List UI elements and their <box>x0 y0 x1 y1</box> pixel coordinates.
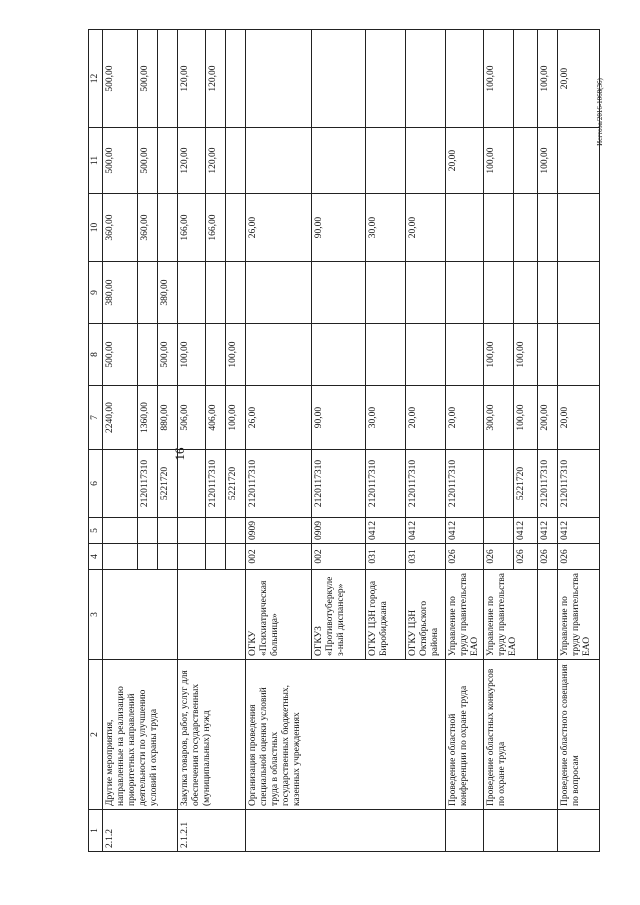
amount-year-8 <box>366 324 406 386</box>
rz-code: 0909 <box>312 518 366 544</box>
grbs-code <box>103 544 138 570</box>
amount-year-8: 500,00 <box>103 324 138 386</box>
executor: ОГКУ «Психиатрическая больница» <box>246 570 312 660</box>
rz-code <box>484 518 514 544</box>
amount-year-10 <box>158 194 178 262</box>
grbs-code: 031 <box>406 544 446 570</box>
grbs-code: 026 <box>484 544 514 570</box>
amount-year-10 <box>226 194 246 262</box>
amount-year-10: 166,00 <box>206 194 226 262</box>
amount-year-11 <box>366 128 406 194</box>
grbs-code: 026 <box>446 544 484 570</box>
amount-year-12 <box>246 30 312 128</box>
rz-code: 0909 <box>246 518 312 544</box>
header-cell: 5 <box>89 518 103 544</box>
rz-code: 0412 <box>366 518 406 544</box>
amount-year-9: 380,00 <box>158 262 178 324</box>
amount-total: 20,00 <box>558 386 600 450</box>
table-row <box>178 30 206 852</box>
rz-code <box>138 518 158 544</box>
header-cell: 7 <box>89 386 103 450</box>
amount-total: 90,00 <box>312 386 366 450</box>
header-cell: 8 <box>89 324 103 386</box>
executor: Управление по труду правительства ЕАО <box>484 570 538 660</box>
amount-year-12: 120,00 <box>178 30 206 128</box>
amount-year-9 <box>538 262 558 324</box>
grbs-code: 031 <box>366 544 406 570</box>
kcsr-code: 2120117310 <box>206 450 226 518</box>
kcsr-code: 5221720 <box>514 450 538 518</box>
amount-year-10: 90,00 <box>312 194 366 262</box>
amount-year-8 <box>406 324 446 386</box>
header-cell: 12 <box>89 30 103 128</box>
amount-total: 100,00 <box>514 386 538 450</box>
kcsr-code: 2120117310 <box>538 450 558 518</box>
amount-year-12: 100,00 <box>484 30 514 128</box>
executor <box>103 570 178 660</box>
amount-total: 26,00 <box>246 386 312 450</box>
executor <box>538 570 558 660</box>
header-cell: 6 <box>89 450 103 518</box>
amount-year-10 <box>538 194 558 262</box>
kcsr-code: 2120117310 <box>446 450 484 518</box>
amount-year-11: 500,00 <box>138 128 158 194</box>
amount-year-10: 26,00 <box>246 194 312 262</box>
kcsr-code: 5221720 <box>158 450 178 518</box>
amount-year-11 <box>558 128 600 194</box>
executor: Управление по труду правительства ЕАО <box>558 570 600 660</box>
amount-total: 1360,00 <box>138 386 158 450</box>
amount-year-8 <box>538 324 558 386</box>
rotated-page-content <box>88 30 600 852</box>
kcsr-code: 2120117310 <box>406 450 446 518</box>
rz-code: 0412 <box>514 518 538 544</box>
amount-year-9 <box>206 262 226 324</box>
grbs-code: 002 <box>312 544 366 570</box>
table-row <box>103 30 138 852</box>
row-number: 2.1.2.1 <box>178 810 246 852</box>
amount-year-8 <box>246 324 312 386</box>
kcsr-code: 2120117310 <box>312 450 366 518</box>
executor: ОГКУ ЦЗН Октябрьского района <box>406 570 446 660</box>
amount-year-9 <box>558 262 600 324</box>
table-row <box>558 30 600 852</box>
table-row <box>484 30 514 852</box>
amount-year-12: 100,00 <box>538 30 558 128</box>
grbs-code: 002 <box>246 544 312 570</box>
header-cell: 2 <box>89 660 103 810</box>
grbs-code: 026 <box>558 544 600 570</box>
grbs-code: 026 <box>514 544 538 570</box>
amount-year-12: 500,00 <box>103 30 138 128</box>
amount-year-8 <box>558 324 600 386</box>
amount-total: 506,00 <box>178 386 206 450</box>
event-name: Проведение областных конкурсов по охране труда <box>484 660 558 810</box>
amount-year-11 <box>312 128 366 194</box>
amount-year-10: 360,00 <box>138 194 158 262</box>
event-name: Организация проведения специальной оценки условий труда в областных государственных бюджетных, казенных учреждениях <box>246 660 446 810</box>
header-cell: 11 <box>89 128 103 194</box>
amount-year-11: 120,00 <box>206 128 226 194</box>
amount-year-10: 166,00 <box>178 194 206 262</box>
amount-year-11 <box>226 128 246 194</box>
rz-code: 0412 <box>406 518 446 544</box>
kcsr-code: 2120117310 <box>366 450 406 518</box>
executor <box>178 570 246 660</box>
amount-total: 20,00 <box>446 386 484 450</box>
amount-year-10 <box>558 194 600 262</box>
event-name: Проведение областной конференции по охране труда <box>446 660 484 810</box>
amount-year-12: 120,00 <box>206 30 226 128</box>
amount-year-10: 20,00 <box>406 194 446 262</box>
amount-year-8: 100,00 <box>226 324 246 386</box>
event-name: Закупка товаров, работ, услуг для обеспечения государственных (муниципальных) нужд <box>178 660 246 810</box>
amount-year-10 <box>446 194 484 262</box>
amount-year-12 <box>406 30 446 128</box>
amount-year-12 <box>226 30 246 128</box>
rz-code <box>206 518 226 544</box>
amount-year-9 <box>138 262 158 324</box>
kcsr-code <box>178 450 206 518</box>
amount-year-11 <box>158 128 178 194</box>
rz-code: 0412 <box>558 518 600 544</box>
row-number <box>558 810 600 852</box>
amount-year-8: 100,00 <box>514 324 538 386</box>
amount-year-12 <box>446 30 484 128</box>
grbs-code <box>178 544 206 570</box>
amount-year-8: 500,00 <box>158 324 178 386</box>
amount-total: 100,00 <box>226 386 246 450</box>
grbs-code <box>158 544 178 570</box>
amount-year-12 <box>366 30 406 128</box>
table-row <box>246 30 312 852</box>
amount-year-9: 380,00 <box>103 262 138 324</box>
amount-year-10: 30,00 <box>366 194 406 262</box>
executor: ОГКУ ЦЗН города Биробиджана <box>366 570 406 660</box>
amount-year-12: 20,00 <box>558 30 600 128</box>
executor: ОГКУЗ «Противотуберкулез-ный диспансер» <box>312 570 366 660</box>
header-cell: 3 <box>89 570 103 660</box>
grbs-code: 026 <box>538 544 558 570</box>
header-cell: 10 <box>89 194 103 262</box>
header-cell: 4 <box>89 544 103 570</box>
kcsr-code: 2120117310 <box>558 450 600 518</box>
amount-total: 20,00 <box>406 386 446 450</box>
amount-total: 300,00 <box>484 386 514 450</box>
amount-year-12 <box>158 30 178 128</box>
amount-total: 200,00 <box>538 386 558 450</box>
amount-total: 406,00 <box>206 386 226 450</box>
amount-year-9 <box>246 262 312 324</box>
executor: Управление по труду правительства ЕАО <box>446 570 484 660</box>
page-number: 16 <box>172 447 187 461</box>
header-cell: 9 <box>89 262 103 324</box>
amount-year-9 <box>484 262 514 324</box>
amount-year-9 <box>406 262 446 324</box>
amount-year-9 <box>366 262 406 324</box>
rz-code <box>158 518 178 544</box>
kcsr-code <box>103 450 138 518</box>
amount-year-9 <box>446 262 484 324</box>
rz-code <box>178 518 206 544</box>
amount-year-11: 120,00 <box>178 128 206 194</box>
amount-year-8: 100,00 <box>178 324 206 386</box>
amount-total: 2240,00 <box>103 386 138 450</box>
amount-year-8 <box>446 324 484 386</box>
rz-code: 0412 <box>446 518 484 544</box>
amount-year-9 <box>514 262 538 324</box>
row-number: 2.1.2 <box>103 810 178 852</box>
amount-year-10 <box>484 194 514 262</box>
rz-code: 0412 <box>538 518 558 544</box>
amount-year-12 <box>312 30 366 128</box>
rz-code <box>226 518 246 544</box>
kcsr-code: 2120117310 <box>138 450 158 518</box>
amount-year-10 <box>514 194 538 262</box>
budget-table <box>88 29 600 852</box>
amount-total: 30,00 <box>366 386 406 450</box>
amount-year-11 <box>406 128 446 194</box>
grbs-code <box>138 544 158 570</box>
row-number <box>446 810 484 852</box>
amount-year-8: 100,00 <box>484 324 514 386</box>
header-row <box>89 30 103 852</box>
grbs-code <box>226 544 246 570</box>
amount-year-11: 100,00 <box>538 128 558 194</box>
rz-code <box>103 518 138 544</box>
amount-year-9 <box>226 262 246 324</box>
amount-year-11 <box>514 128 538 194</box>
document-code: Исгтоэа/2016-1068(36) <box>596 78 604 146</box>
row-number <box>246 810 446 852</box>
header-cell: 1 <box>89 810 103 852</box>
amount-year-9 <box>178 262 206 324</box>
amount-year-11: 100,00 <box>484 128 514 194</box>
amount-year-9 <box>312 262 366 324</box>
kcsr-code <box>484 450 514 518</box>
amount-year-11 <box>246 128 312 194</box>
amount-year-11: 20,00 <box>446 128 484 194</box>
amount-year-8 <box>206 324 226 386</box>
amount-year-10: 360,00 <box>103 194 138 262</box>
amount-year-12: 500,00 <box>138 30 158 128</box>
amount-year-11: 500,00 <box>103 128 138 194</box>
row-number <box>484 810 558 852</box>
amount-total: 880,00 <box>158 386 178 450</box>
table-row <box>446 30 484 852</box>
amount-year-8 <box>312 324 366 386</box>
event-name: Проведение областного совещания по вопросам <box>558 660 600 810</box>
grbs-code <box>206 544 226 570</box>
amount-year-12 <box>514 30 538 128</box>
event-name: Другие мероприятия, направленные на реализацию приоритетных направлений деятельности по улучшению условий и охраны труда <box>103 660 178 810</box>
kcsr-code: 2120117310 <box>246 450 312 518</box>
kcsr-code: 5221720 <box>226 450 246 518</box>
amount-year-8 <box>138 324 158 386</box>
